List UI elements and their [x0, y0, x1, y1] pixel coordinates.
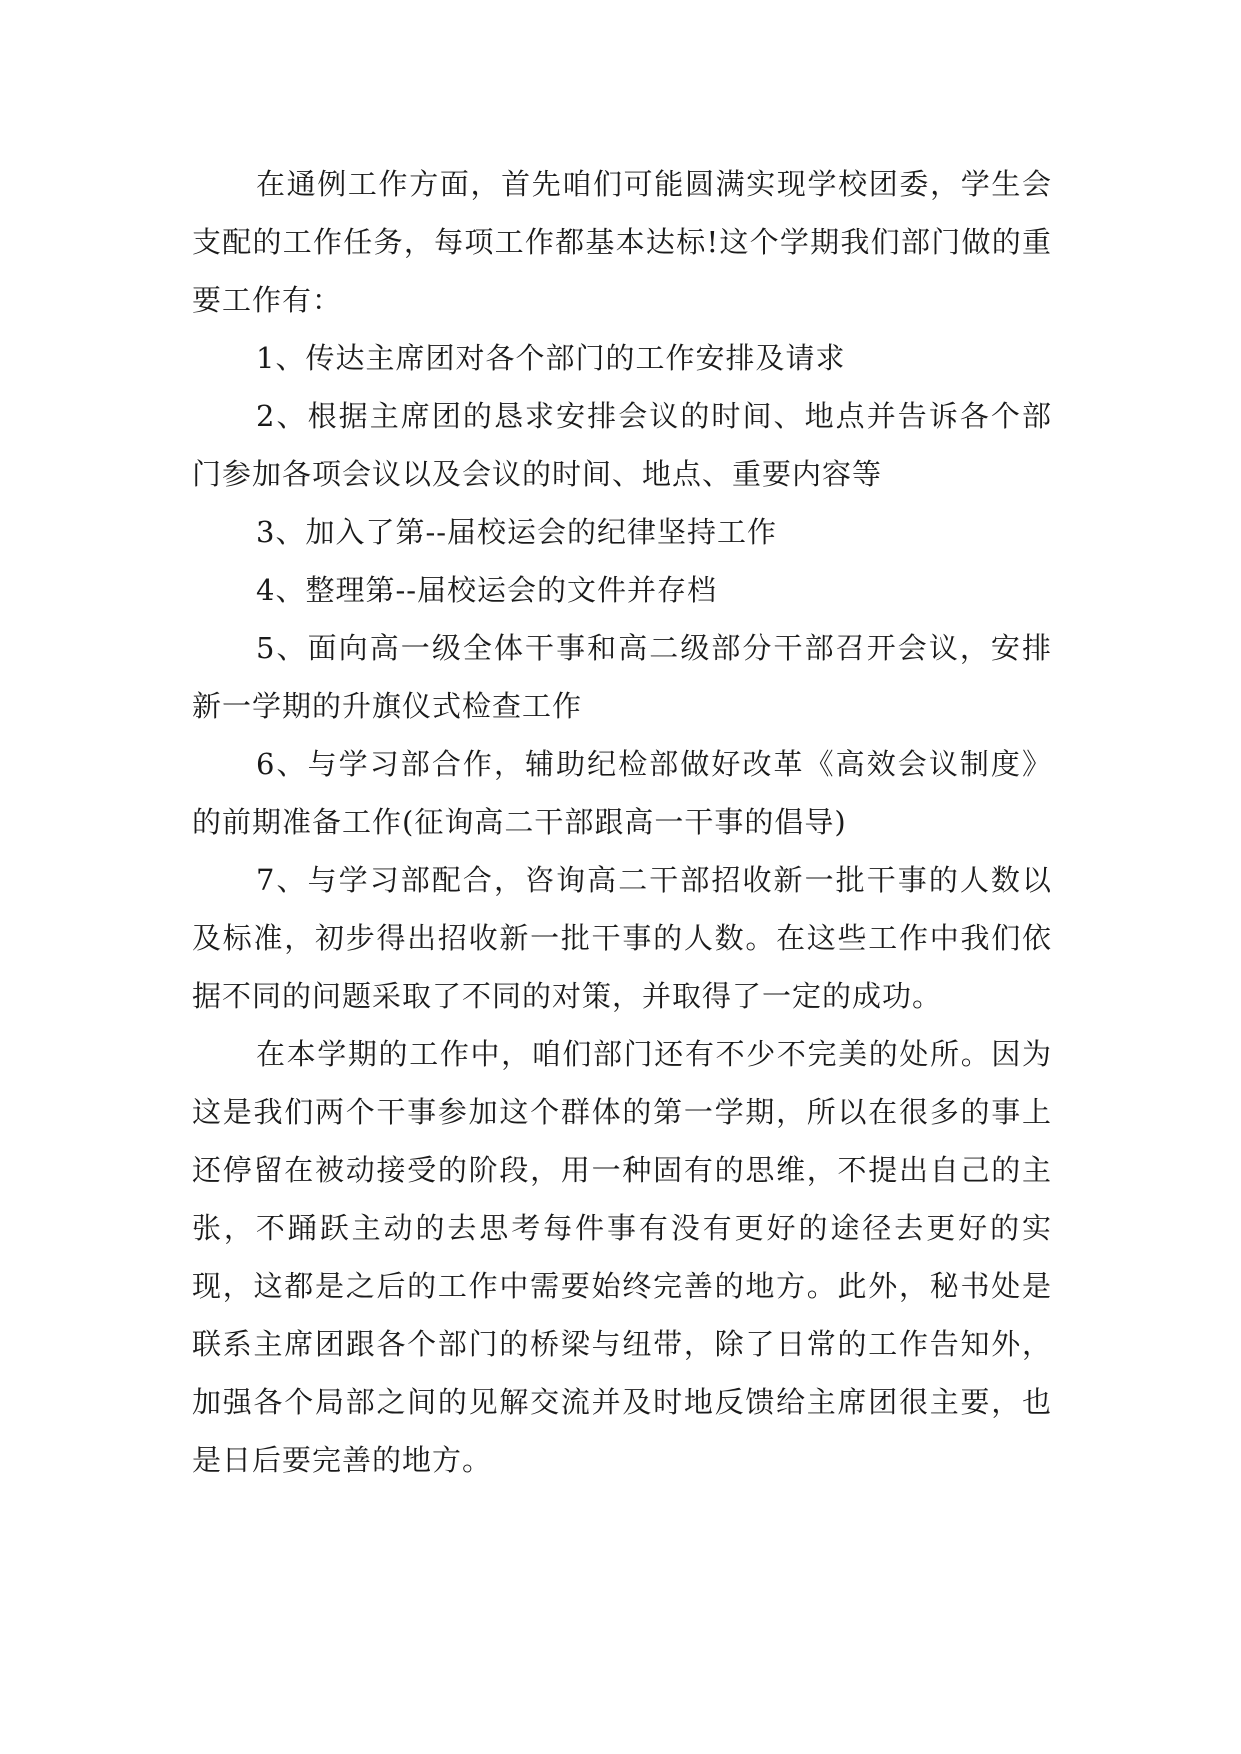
list-item-3: 3、加入了第--届校运会的纪律坚持工作 — [256, 515, 778, 549]
list-item-6: 6、与学习部合作，辅助纪检部做好改革《高效会议制度》的前期准备工作(征询高二干部跟高一干事的倡导) — [192, 747, 1052, 839]
list-item-2: 2、根据主席团的恳求安排会议的时间、地点并告诉各个部门参加各项会议以及会议的时间、地点、重要内容等 — [192, 399, 1052, 491]
paragraph-summary: 在本学期的工作中，咱们部门还有不少不完美的处所。因为这是我们两个干事参加这个群体的第一学期，所以在很多的事上还停留在被动接受的阶段，用一种固有的思维，不提出自己的主张，不踊跃主动的去思考每件事有没有更好的途径去更好的实现，这都是之后的工作中需要始终完善的地方。此外，秘书处是联系主席团跟各个部门的桥梁与纽带，除了日常的工作告知外，加强各个局部之间的见解交流并及时地反馈给主席团很主要，也是日后要完善的地方。 — [192, 1037, 1052, 1477]
document-body — [192, 155, 1052, 1489]
list-item-5: 5、面向高一级全体干事和高二级部分干部召开会议，安排新一学期的升旗仪式检查工作 — [192, 631, 1052, 723]
list-item-4: 4、整理第--届校运会的文件并存档 — [256, 573, 718, 607]
paragraph-intro: 在通例工作方面，首先咱们可能圆满实现学校团委，学生会支配的工作任务，每项工作都基本达标!这个学期我们部门做的重要工作有： — [192, 167, 1052, 317]
list-item-7: 7、与学习部配合，咨询高二干部招收新一批干事的人数以及标准，初步得出招收新一批干事的人数。在这些工作中我们依据不同的问题采取了不同的对策，并取得了一定的成功。 — [192, 863, 1052, 1013]
list-item-1: 1、传达主席团对各个部门的工作安排及请求 — [256, 341, 846, 375]
